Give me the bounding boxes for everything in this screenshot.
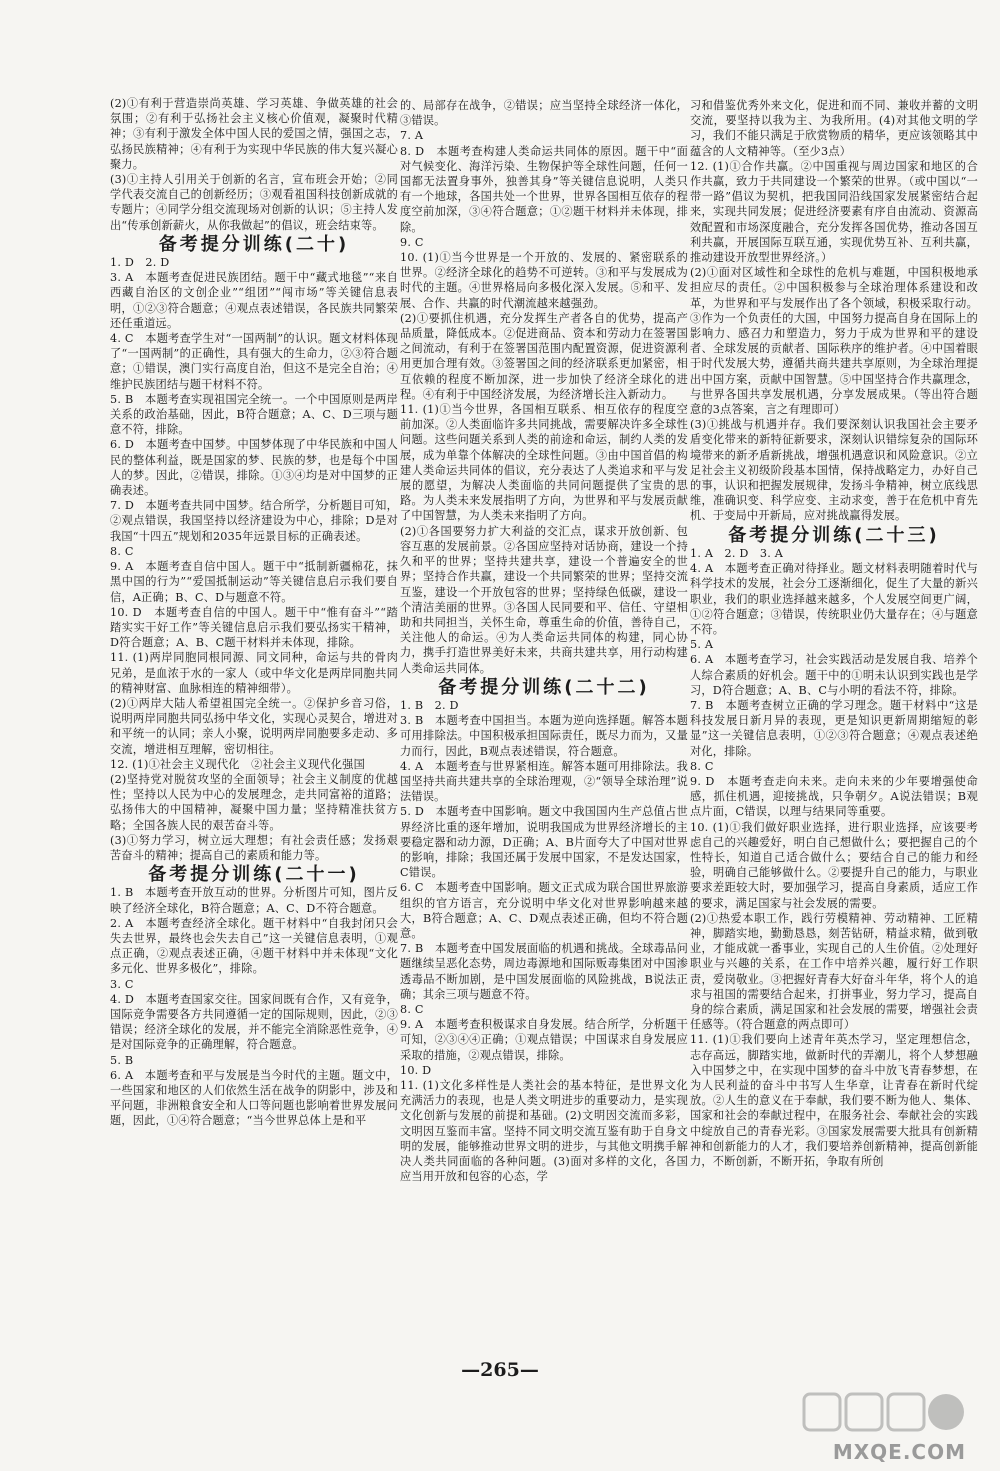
answer-paragraph: 3. C	[110, 977, 134, 991]
answer-paragraph: 1. A 2. D 3. A	[690, 546, 783, 560]
answer-paragraph: (2)①有利于营造崇尚英雄、学习英雄、争做英雄的社会氛围；②有利于弘扬社会主义核心价值观，凝聚时代精神；③有利于激发全体中国人民的爱国之情，强国之志，弘扬民族精神；④有利于为实现中华民族的伟大复兴凝心聚力。	[110, 97, 398, 171]
answer-paragraph: (2)坚持党对脱贫攻坚的全面领导；社会主义制度的优越性；坚持以人民为中心的发展理念，走共同富裕的道路；弘扬伟大的中国精神，凝聚中国力量；坚持精准扶贫方略；全国各族人民的艰苦奋斗等。	[110, 772, 398, 832]
answer-paragraph: 9. C	[400, 235, 424, 249]
answer-paragraph: (2)①两岸大陆人希望祖国完全统一。②保护乡音习俗，说明两岸同胞共同弘扬中华文化，实现心灵契合，增进对和平统一的认同；亲人小聚，说明两岸同胞要多走动、多交流，增进相互理解，密切相往。	[110, 696, 398, 756]
answer-paragraph: 8. D 本题考查构建人类命运共同体的原因。题干中“面对气候变化、海洋污染、生物保护等全球性问题，任何一国都无法置身事外，独善其身”等关键信息说明，人类只有一个地球，各国共处一个世界，世界各国相互依存的程度空前加深，③④符合题意；①②题干材料并未体现，排除。	[400, 144, 688, 234]
answer-paragraph: 6. A 本题考查和平与发展是当今时代的主题。题文中，一些国家和地区的人们依然生活在战争的阴影中，涉及和平问题，非洲粮食安全和人口等问题也影响着世界发展问题，因此，①④符合题意；“当今世界总体上是和平	[110, 1068, 398, 1128]
answer-paragraph: (3)①主持人引用关于创新的名言，宣布班会开始；②同学代表交流自己的创新经历；③观看祖国科技创新成就的专题片；④同学分组交流现场对创新的认识；⑤主持人发出“传承创新薪火，从你我做起”的倡议，班会结束等。	[110, 173, 398, 232]
answer-paragraph: 8. C	[400, 1002, 424, 1016]
answer-paragraph: 7. B 本题考查中国发展面临的机遇和挑战。全球毒品问题继续呈恶化态势，周边毒源地和国际贩毒集团对中国渗透毒品不断加剧，是中国发展面临的风险挑战，B说法正确；其余三项与题意不符。	[400, 942, 688, 1001]
answer-paragraph: 7. A	[400, 129, 424, 143]
answer-paragraph: 10. (1)①我们做好职业选择，进行职业选择，应该要考虑自己的兴趣爱好，明白自己想做什么；要把握自己的个性特长，知道自己适合做什么；要结合自己的能力和经验，明确自己能够做什么。②要提升自己的能力，与职业要求差距较大时，要加强学习，提高自身素质，适应工作的要求，满足国家与社会发展的需要。	[690, 820, 978, 910]
answer-paragraph: 2. A 本题考查经济全球化。题干材料中“自我封闭只会失去世界，最终也会失去自己”这一关键信息表明，①观点正确，②观点表述正确，④题干材料中并未体现“文化多元化、世界多极化”，排除。	[110, 916, 398, 976]
answer-paragraph: 7. D 本题考查共同中国梦。结合所学，分析题目可知，②观点错误，我国坚持以经济建设为中心，排除；D是对我国“十四五”规划和2035年远景目标的正确表述。	[110, 499, 398, 543]
answer-paragraph: 4. D 本题考查国家交往。国家间既有合作，又有竞争，国际竞争需要各方共同遵循一定的国际规则，因此，②③错误；经济全球化的发展，并不能完全消除恶性竞争，④是对国际竞争的正确理解，符合题意。	[110, 992, 398, 1052]
page-number: —265—	[461, 1359, 539, 1381]
answer-paragraph: (3)①努力学习，树立远大理想；有社会责任感；发扬艰苦奋斗的精神；提高自己的素质和能力等。	[110, 833, 398, 862]
answer-paragraph: 9. A 本题考查积极谋求自身发展。结合所学，分析题干可知，②③④④正确；①观点错误；中国谋求自身发展应采取的措施，②观点错误，排除。	[400, 1018, 688, 1062]
answer-paragraph: 1. B 2. D	[400, 698, 459, 712]
section-heading: 备考提分训练(二十二)	[438, 676, 650, 698]
answer-paragraph: 6. D 本题考查中国梦。中国梦体现了中华民族和中国人民的整体利益，既是国家的梦、民族的梦，也是每个中国人的梦。因此，②错误，排除。①③④均是对中国梦的正确表述。	[110, 438, 398, 498]
answer-paragraph: 5. D 本题考查中国影响。题文中我国国内生产总值占世界经济比重的逐年增加，说明我国成为世界经济增长的主要稳定器和动力源，D正确；A、B片面夸大了中国对世界的影响，排除；我国还属于发展中国家，不是发达国家，C错误。	[400, 805, 688, 880]
answer-paragraph: 3. B 本题考查中国担当。本题为逆向选择题。解答本题可用排除法。中国积极承担国际责任，既尽力而为，又量力而行，因此，B观点表述错误，符合题意。	[400, 714, 688, 758]
answer-paragraph: 12. (1)①合作共赢。②中国重视与周边国家和地区的合作共赢，致力于共同建设一个繁荣的世界。（或中国以“一带一路”倡议为契机，把我国同沿线国家发展紧密结合起来，实现共同发展；促进经济要素有序自由流动、资源高效配置和市场深度融合，充分发挥各国优势，推动各国互利共赢，开展国际互联互通，实现优势互补、互利共赢，推动建设开放型世界经济。）	[690, 159, 978, 265]
answer-paragraph: 3. A 本题考查促进民族团结。题干中“藏式地毯”“来自西藏自治区的文创企业”“组团”“闯市场”等关键信息表明，①②③符合题意；④观点表述错误，各民族共同繁荣还任重道远。	[110, 271, 398, 330]
answer-paragraph: 11. (1)①我们要向上述青年英杰学习，坚定理想信念，志存高远，脚踏实地，做新时代的弄潮儿，将个人梦想融入中国梦之中，在实现中国梦的奋斗中放飞青春梦想，在为人民利益的奋斗中书写人生华章，让青春在新时代绽放。②人生的意义在于奉献，我们要不断为他人、集体、国家和社会的奉献过程中，在服务社会、奉献社会的实践中绽放自己的青春光彩。③国家发展需要大批具有创新精神和创新能力的人才，我们要培养创新精神，提高创新能力，不断创新，不断开拓，争取有所创	[690, 1033, 978, 1169]
answer-paragraph: 4. A 本题考查与世界紧相连。解答本题可用排除法。我国坚持共商共建共享的全球治理观，②“领导全球治理”说法错误。	[400, 759, 688, 804]
answer-paragraph: 9. D 本题考查走向未来。走向未来的少年要增强使命感，抓住机遇，迎接挑战，只争朝夕。A说法错误；B观点片面，C错误，以理与结果同等重要。	[690, 774, 978, 819]
answer-paragraph: 11. (1)①当今世界，各国相互联系、相互依存的程度空前加深。②人类面临许多共同挑战，需要解决许多全球性问题。这些问题关系到人类的前途和命运，制约人类的发展，成为单靠个体解决的全球性问题。③由中国首倡的构建人类命运共同体的倡议，充分表达了人类追求和平与发展的愿望，为解决人类面临的共同问题提供了宝贵的思路。为人类未来发展指明了方向，为世界和平与发展贡献了中国智慧，为人类未来指明了方向。	[400, 403, 688, 523]
column-right	[690, 98, 978, 1169]
column-left	[110, 96, 398, 1129]
section-heading: 备考提分训练(二十一)	[148, 864, 360, 886]
watermark-text: MXQE.COM	[832, 1440, 966, 1464]
answer-paragraph: (2)①各国要努力扩大利益的交汇点，谋求开放创新、包容互惠的发展前景。②各国应坚持对话协商，建设一个持久和平的世界；坚持共建共享，建设一个普遍安全的世界；坚持合作共赢，建设一个共同繁荣的世界；坚持交流互鉴，建设一个开放包容的世界；坚持绿色低碳，建设一个清洁美丽的世界。③各国人民同要和平、信任、守望相助和共同担当，关怀生命，尊重生命的价值，善待自己，关注他人的命运。④为人类命运共同体的构建，同心协力，携手打造世界美好未来，共商共建共享，用行动构建人类命运共同体。	[400, 524, 688, 675]
answer-paragraph: (2)①面对区域性和全球性的危机与难题，中国积极地承担应尽的责任。②中国积极参与全球治理体系建设和改革，为世界和平与发展作出了各个领域，积极采取行动。③作为一个负责任的大国，中国努力提高自身在国际上的影响力、感召力和塑造力，努力于成为世界和平的建设者、全球发展的贡献者、国际秩序的维护者。④中国着眼于时代发展大势，遵循共商共建共享原则，为全球治理提出中国方案，贡献中国智慧。⑤中国坚持合作共赢理念，与世界各国共享发展机遇，分享发展成果。（等出符合题意的3点答案，言之有理即可）	[690, 266, 978, 417]
section-heading: 备考提分训练(二十)	[158, 233, 350, 255]
section-heading: 备考提分训练(二十三)	[728, 524, 940, 546]
answer-paragraph: (3)①挑战与机遇并存。我们要深刻认识我国社会主要矛盾变化带来的新特征新要求，深刻认识错综复杂的国际环境带来的新矛盾新挑战，增强机遇意识和风险意识。②立足社会主义初级阶段基本国情，保持战略定力，办好自己的事，认识和把握发展规律，发扬斗争精神，树立底线思维，准确识变、科学应变、主动求变，善于在危机中育先机、于变局中开新局，应对挑战赢得发展。	[690, 418, 978, 523]
answer-paragraph: 10. D	[400, 1063, 432, 1077]
answer-paragraph: 12. (1)①社会主义现代化 ②社会主义现代化强国	[110, 757, 365, 771]
answer-paragraph: 习和借鉴优秀外来文化，促进和而不同、兼收并蓄的文明交流，要坚持以我为主、为我所用。(4)对其他文明的学习，我们不能只满足于欣赏物质的精华，更应该领略其中蕴含的人文精神等。（至少3点）	[690, 99, 978, 158]
answer-paragraph: 5. B 本题考查实现祖国完全统一。一个中国原则是两岸关系的政治基础，因此，B符合题意；A、C、D三项与题意不符，排除。	[110, 392, 398, 437]
answer-paragraph: 4. A 本题考查正确对待择业。题文材料表明随着时代与科学技术的发展，社会分工逐渐细化，促生了大量的新兴职业，我们的职业选择越来越多，个人发展空间更广阔，①②符合题意；③错误，传统职业仍大量存在；④与题意不符。	[690, 562, 978, 636]
answer-paragraph: 5. A	[690, 638, 714, 652]
answer-paragraph: 1. D 2. D	[110, 256, 170, 270]
answer-paragraph: 8. C	[110, 544, 134, 558]
answer-paragraph: 10. (1)①当今世界是一个开放的、发展的、紧密联系的世界。②经济全球化的趋势不可逆转。③和平与发展成为时代的主题。④世界格局向多极化深入发展。⑤和平、发展、合作、共赢的时代潮流越来越强劲。	[400, 251, 688, 310]
answer-paragraph: 7. B 本题考查树立正确的学习理念。题干材料中“这是科技发展日新月异的表现，更是知识更新周期缩短的彰显”这一关键信息表明，①②③符合题意；④观点表述绝对化，排除。	[690, 698, 978, 758]
answer-paragraph: 6. A 本题考查学习，社会实践活动是发展自我、培养个人综合素质的好机会。题干中的①明未认识到实践也是学习，D符合题意；A、B、C与小明的看法不符，排除。	[690, 653, 978, 697]
answer-paragraph: 1. B 本题考查开放互动的世界。分析图片可知，图片反映了经济全球化，B符合题意；A、C、D不符合题意。	[110, 886, 398, 915]
answer-paragraph: 11. (1)两岸同胞同根同源、同文同种，命运与共的骨肉兄弟，是血浓于水的一家人（或中华文化是两岸同胞共同的精神财富、血脉相连的精神细带）。	[110, 651, 398, 695]
answer-paragraph: 5. B	[110, 1053, 134, 1067]
answer-paragraph: (2)①要抓住机遇，充分发挥生产者各自的优势，提高产品质量，降低成本。②促进商品、资本和劳动力在签署国之间流动，有利于在签署国范围内配置资源，促进资源利用更加合理有效。③签署国之间的经济联系更加紧密，相互依赖的程度不断加深，进一步加快了经济全球化的进程。④有利于中国经济发展，为经济增长注入新动力。	[400, 311, 688, 401]
answer-paragraph: 10. D 本题考查自信的中国人。题干中“惟有奋斗”“踏踏实实干好工作”等关键信息启示我们要弘扬实干精神，D符合题意；A、B、C题干材料并未体现，排除。	[110, 605, 398, 650]
answer-paragraph: 11. (1)文化多样性是人类社会的基本特征，是世界文化充满活力的表现，也是人类文明进步的重要动力，是实现文化创新与发展的前提和基础。(2)文明因交流而多彩，文明因互鉴而丰富。坚持不同文明交流互鉴有助于自身文明的发展，能够推动世界文明的进步，与其他文明携手解决人类共同面临的各种问题。(3)面对多样的文化，各国应当用开放和包容的心态，学	[400, 1079, 688, 1184]
answer-paragraph: 6. C 本题考查中国影响。题文正式成为联合国世界旅游组织的官方语言，充分说明中华文化对世界影响越来越大，B符合题意；A、C、D观点表述正确，但均不符合题意。	[400, 881, 688, 940]
answer-paragraph: 8. C	[690, 759, 714, 773]
answer-paragraph: 4. C 本题考查学生对“一国两制”的认识。题文材料体现了“一国两制”的正确性，具有强大的生命力，②③符合题意；①错误，澳门实行高度自治，但这不是完全自治；④维护民族团结与题干材料不符。	[110, 332, 398, 391]
answer-paragraph: 9. A 本题考查自信中国人。题干中“抵制新疆棉花，抹黑中国的行为”“爱国抵制运动”等关键信息启示我们要自信，A正确；B、C、D与题意不符。	[110, 560, 398, 604]
column-middle	[400, 98, 688, 1184]
answer-paragraph: (2)①热爱本职工作，践行劳模精神、劳动精神、工匠精神，脚踏实地，勤勤恳恳，刻苦钻研，精益求精，做到敬业，才能成就一番事业，实现自己的人生价值。②处理好职业与兴趣的关系，在工作中培养兴趣，履行好工作职责，爱岗敬业。③把握好青春大好奋斗年华，将个人的追求与祖国的需要结合起来，打拼事业，努力学习，提高自身的综合素质，满足国家和社会发展的需要，增强社会责任感等。（符合题意的两点即可）	[690, 911, 978, 1032]
answer-paragraph: 的、局部存在战争，②错误；应当坚持全球经济一体化，③错误。	[400, 99, 688, 128]
